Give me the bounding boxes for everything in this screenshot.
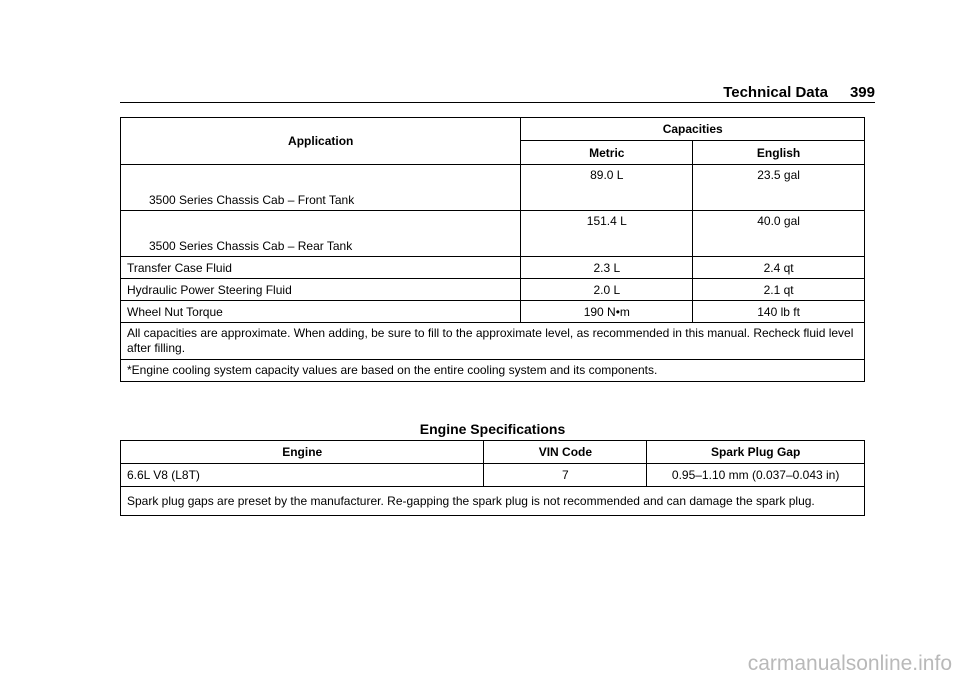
note-row — [121, 323, 865, 360]
table-row — [121, 301, 865, 323]
spark-plug-gap-header: Spark Plug Gap — [647, 441, 865, 464]
metric-cell: 2.0 L — [521, 279, 693, 301]
header-rule — [120, 102, 875, 103]
approximate-note: All capacities are approximate. When adding, be sure to fill to the approximate level, as recommended in this manual. Recheck fluid level after filling. — [121, 323, 865, 360]
note-row — [121, 487, 865, 516]
engine-specs-table — [120, 440, 865, 516]
application-cell: 3500 Series Chassis Cab – Rear Tank — [121, 211, 521, 257]
capacities-table — [120, 117, 865, 382]
metric-cell: 89.0 L — [521, 165, 693, 211]
table-row — [121, 211, 865, 257]
metric-cell: 151.4 L — [521, 211, 693, 257]
cooling-note: *Engine cooling system capacity values are based on the entire cooling system and its components. — [121, 360, 865, 382]
engine-header: Engine — [121, 441, 484, 464]
engine-specs-title: Engine Specifications — [419, 421, 566, 437]
metric-header: Metric — [521, 141, 693, 165]
page-number: 399 — [849, 84, 875, 101]
table-row — [121, 257, 865, 279]
note-row — [121, 360, 865, 382]
engine-cell: 6.6L V8 (L8T) — [121, 464, 484, 487]
vin-header: VIN Code — [484, 441, 647, 464]
watermark: carmanualsonline.info — [747, 652, 952, 675]
english-cell: 40.0 gal — [693, 211, 865, 257]
table-row — [121, 165, 865, 211]
english-cell: 23.5 gal — [693, 165, 865, 211]
application-cell: Wheel Nut Torque — [121, 301, 521, 323]
english-cell: 2.1 qt — [693, 279, 865, 301]
capacities-header: Capacities — [521, 118, 865, 141]
section-title: Technical Data — [723, 84, 828, 101]
english-cell: 140 lb ft — [693, 301, 865, 323]
spark-plug-note: Spark plug gaps are preset by the manufacturer. Re-gapping the spark plug is not recommended and can damage the spark plug. — [121, 487, 865, 516]
table-row — [121, 279, 865, 301]
table-row — [121, 464, 865, 487]
gap-cell: 0.95–1.10 mm (0.037–0.043 in) — [647, 464, 865, 487]
english-cell: 2.4 qt — [693, 257, 865, 279]
application-cell: 3500 Series Chassis Cab – Front Tank — [121, 165, 521, 211]
english-header: English — [693, 141, 865, 165]
page-header — [120, 84, 875, 102]
metric-cell: 2.3 L — [521, 257, 693, 279]
vin-cell: 7 — [484, 464, 647, 487]
application-cell: Transfer Case Fluid — [121, 257, 521, 279]
application-header: Application — [121, 118, 521, 165]
metric-cell: 190 N•m — [521, 301, 693, 323]
application-cell: Hydraulic Power Steering Fluid — [121, 279, 521, 301]
